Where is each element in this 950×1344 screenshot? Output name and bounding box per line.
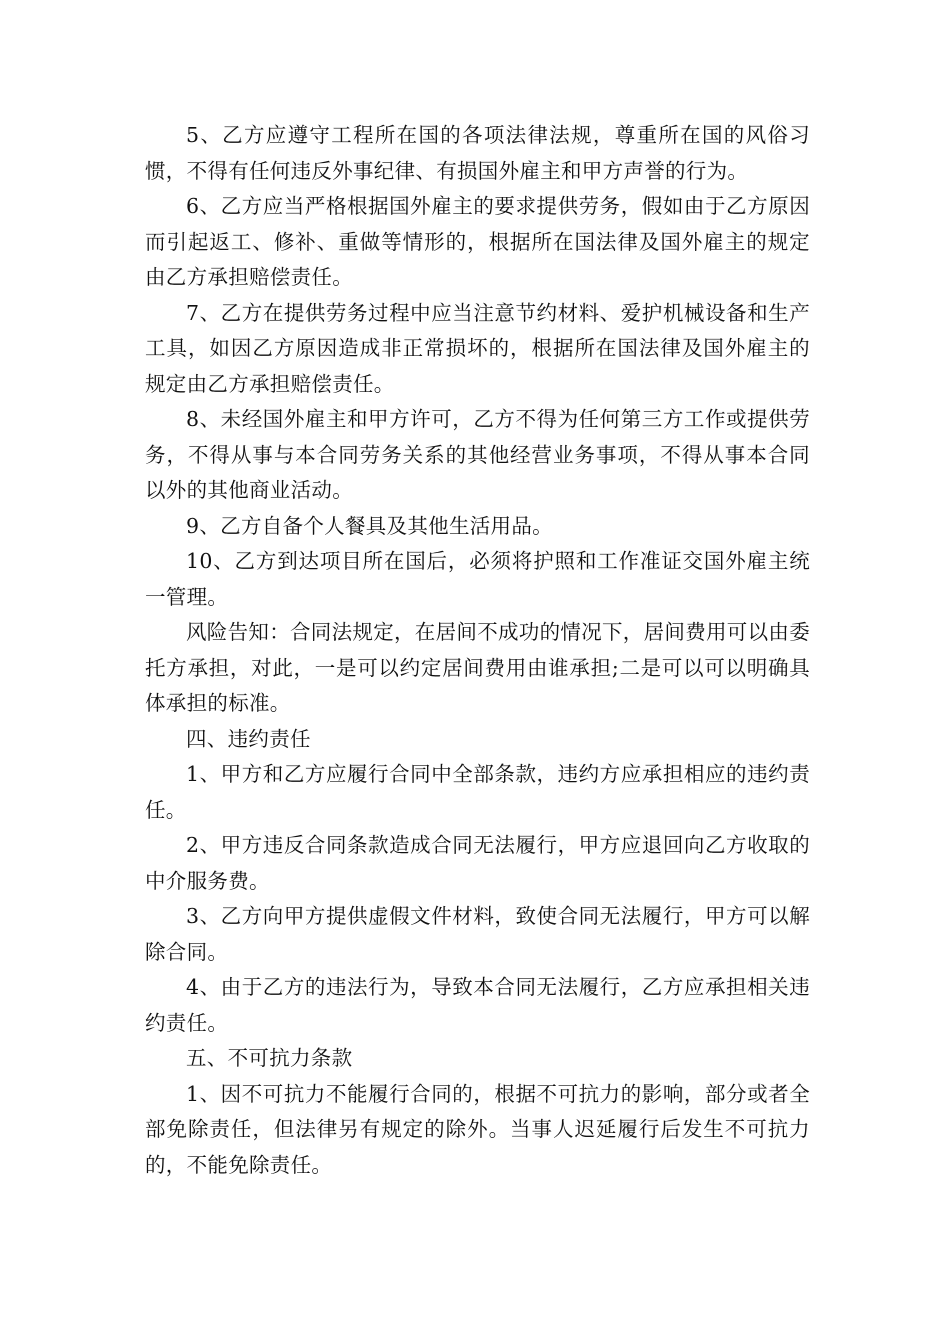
breach-clause-2: 2、甲方违反合同条款造成合同无法履行，甲方应退回向乙方收取的中介服务费。 bbox=[145, 833, 810, 893]
clause-6: 6、乙方应当严格根据国外雇主的要求提供劳务，假如由于乙方原因而引起返工、修补、重做等情形的，根据所在国法律及国外雇主的规定由乙方承担赔偿责任。 bbox=[145, 194, 810, 289]
clause-8: 8、未经国外雇主和甲方许可，乙方不得为任何第三方工作或提供劳务，不得从事与本合同劳务关系的其他经营业务事项，不得从事本合同以外的其他商业活动。 bbox=[145, 407, 810, 502]
clause-10: 10、乙方到达项目所在国后，必须将护照和工作准证交国外雇主统一管理。 bbox=[145, 549, 810, 609]
breach-clause-3: 3、乙方向甲方提供虚假文件材料，致使合同无法履行，甲方可以解除合同。 bbox=[145, 904, 810, 964]
document-body bbox=[145, 118, 810, 1183]
clause-9: 9、乙方自备个人餐具及其他生活用品。 bbox=[186, 513, 553, 538]
section-heading-force-majeure: 五、不可抗力条款 bbox=[186, 1046, 353, 1070]
clause-5: 5、乙方应遵守工程所在国的各项法律法规，尊重所在国的风俗习惯，不得有任何违反外事纪律、有损国外雇主和甲方声誉的行为。 bbox=[145, 123, 810, 183]
breach-clause-4: 4、由于乙方的违法行为，导致本合同无法履行，乙方应承担相关违约责任。 bbox=[145, 975, 810, 1035]
section-heading-breach: 四、违约责任 bbox=[186, 726, 311, 751]
risk-notice: 风险告知：合同法规定，在居间不成功的情况下，居间费用可以由委托方承担，对此，一是可以约定居间费用由谁承担;二是可以可以明确具体承担的标准。 bbox=[145, 620, 810, 715]
breach-clause-1: 1、甲方和乙方应履行合同中全部条款，违约方应承担相应的违约责任。 bbox=[145, 762, 810, 822]
force-majeure-clause-1: 1、因不可抗力不能履行合同的，根据不可抗力的影响，部分或者全部免除责任，但法律另有规定的除外。当事人迟延履行后发生不可抗力的，不能免除责任。 bbox=[145, 1081, 810, 1177]
clause-7: 7、乙方在提供劳务过程中应当注意节约材料、爱护机械设备和生产工具，如因乙方原因造成非正常损坏的，根据所在国法律及国外雇主的规定由乙方承担赔偿责任。 bbox=[145, 300, 810, 396]
